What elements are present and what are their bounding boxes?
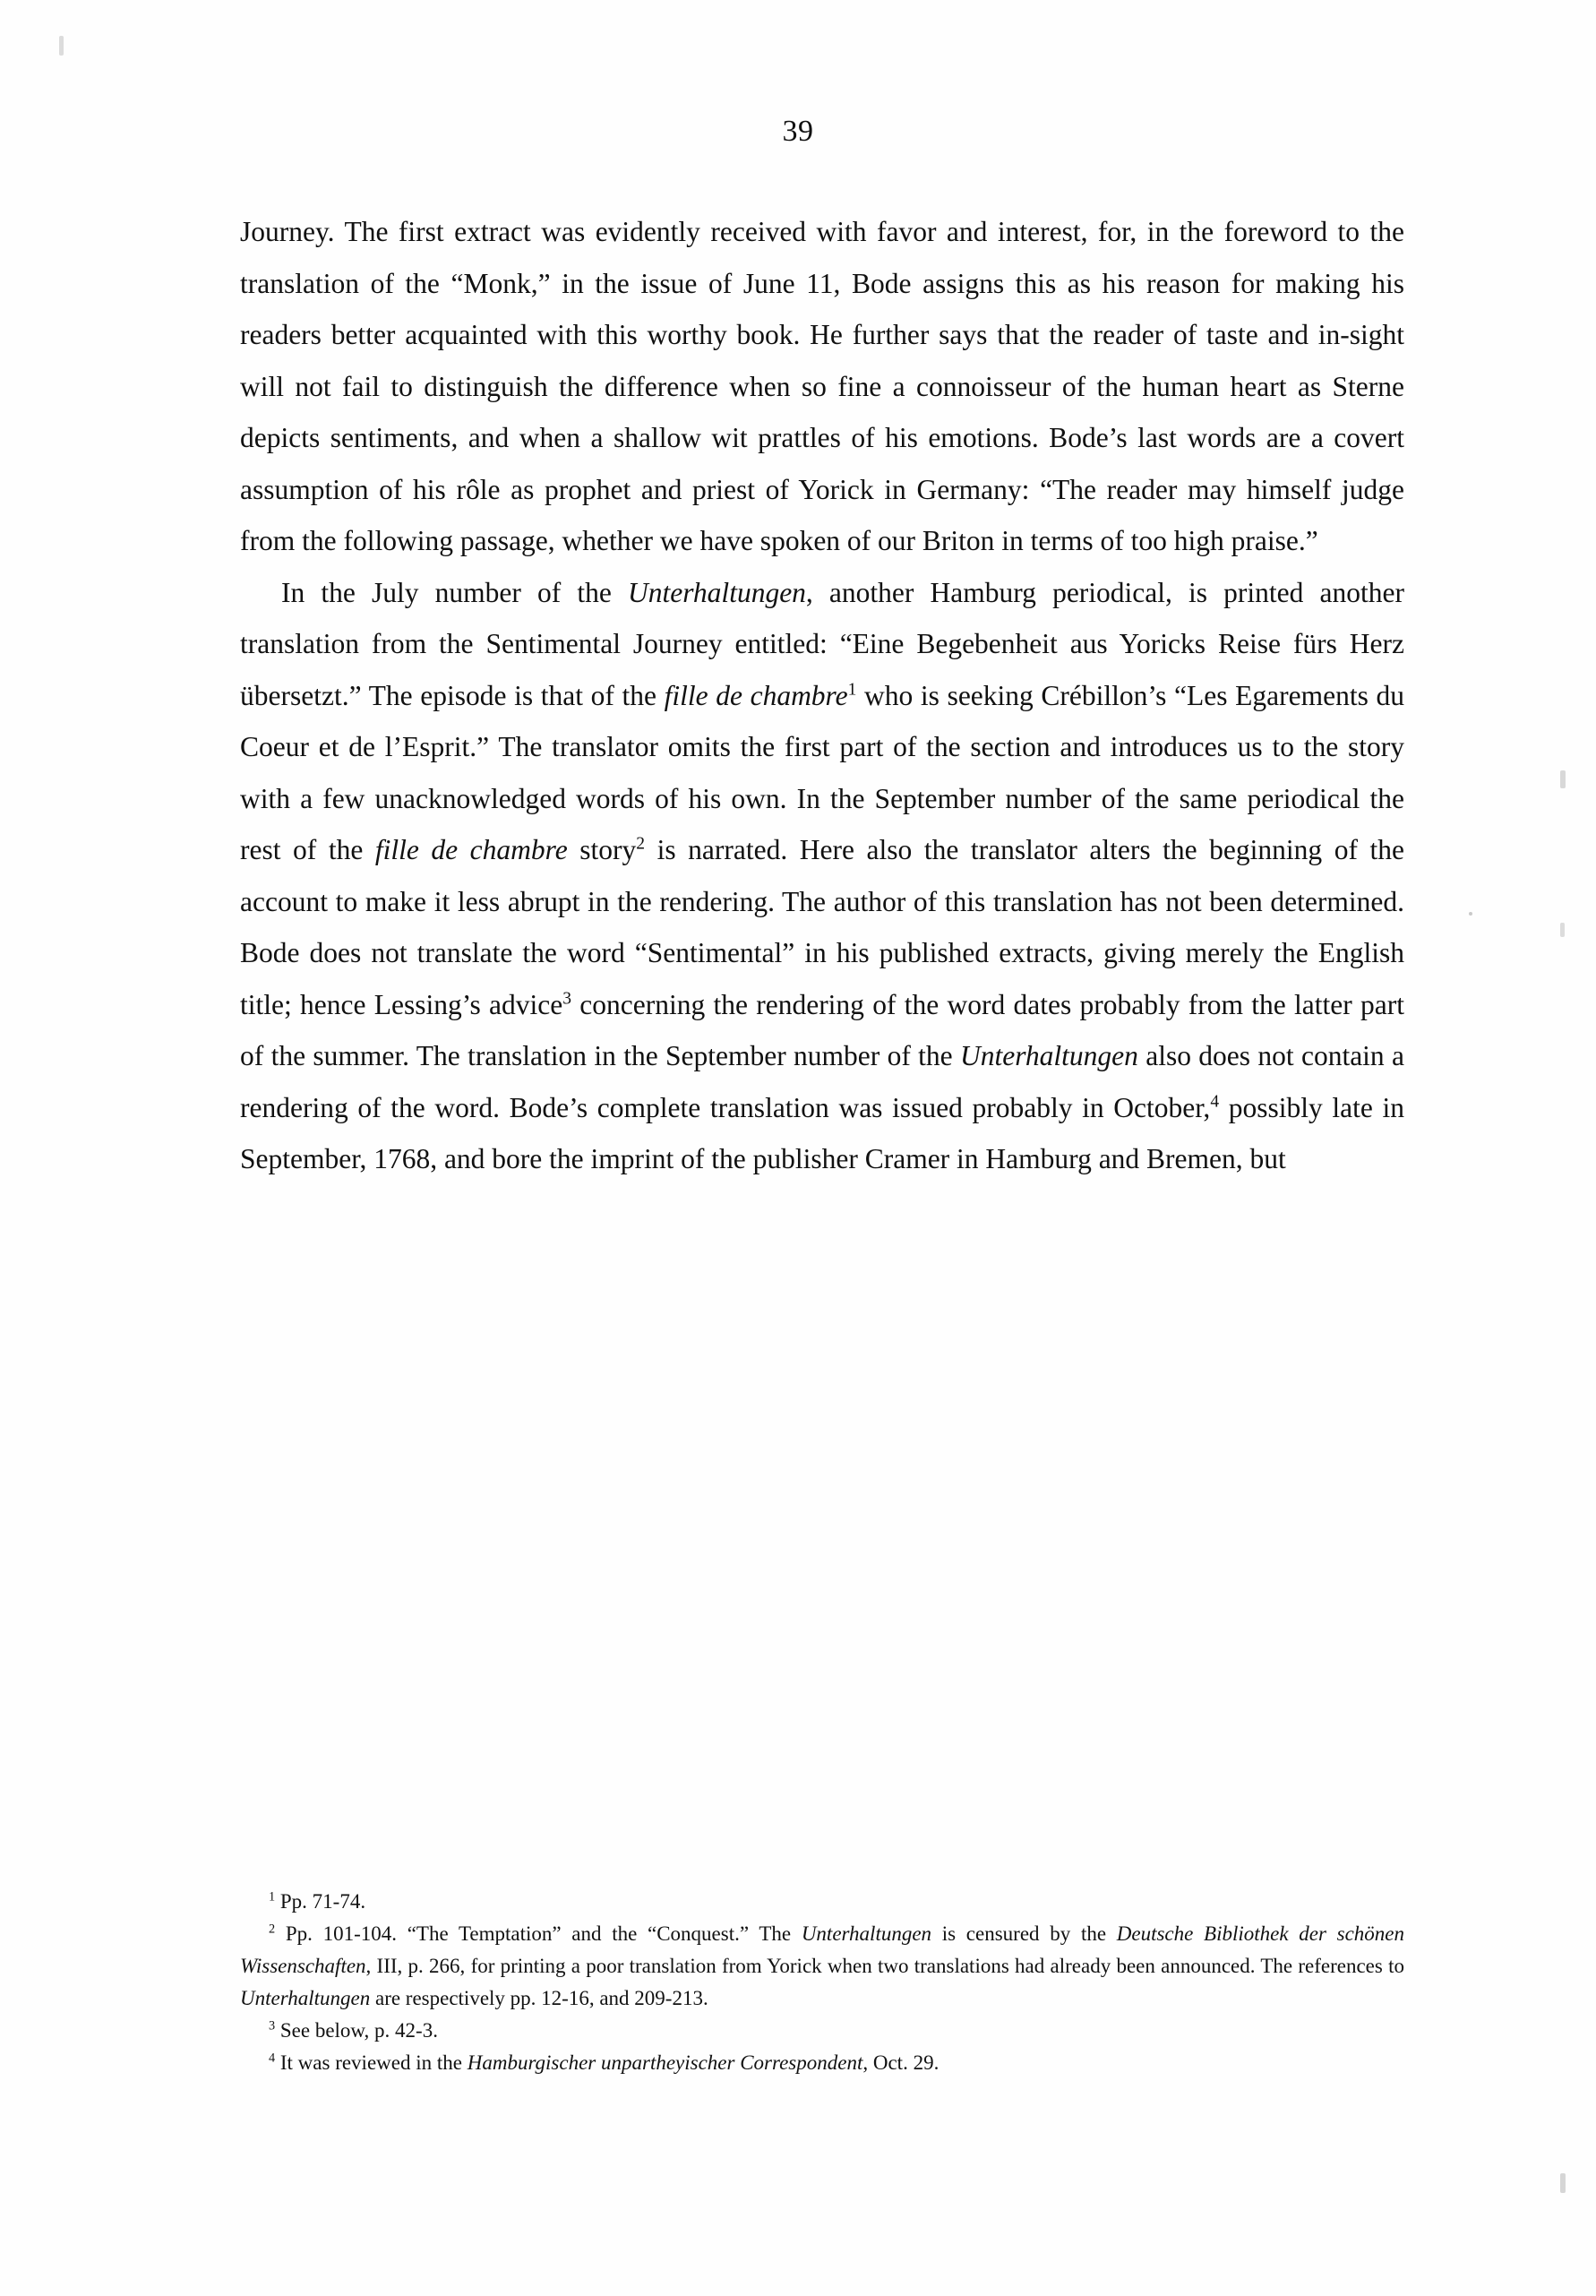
text-run: is censured by the [931,1922,1117,1945]
scan-artifact-speck [59,36,64,56]
text-run: Pp. 101-104. “The Temptation” and the “Conquest.” The [275,1922,802,1945]
italic-text: Unterhaltungen [801,1922,932,1945]
scan-artifact-speck [1560,770,1566,788]
body-text [240,206,1404,1185]
footnote-marker: 2 [269,1922,276,1937]
scan-artifact-speck [1560,923,1565,937]
text-run: See below, p. 42-3. [275,2019,438,2042]
paragraph [240,206,1404,567]
italic-text: Unterhaltungen [960,1040,1138,1071]
text-run: concerning the rendering of the word dates probably from the latter part of the summer. The translation in the September number of the [240,988,1404,1071]
scan-artifact-speck [1560,2173,1566,2193]
footnote-marker: 4 [269,2051,276,2066]
paragraph [240,567,1404,1185]
page-number: 39 [782,115,814,148]
footnote-reference: 2 [636,834,646,854]
footnote-block [240,1886,1404,2079]
italic-text: Unterhaltungen [628,576,806,608]
text-run: It was reviewed in the [275,2051,468,2074]
footnote-marker: 3 [269,2018,276,2034]
text-run: who is seeking Crébillon’s “Les Egarements du Coeur et de l’Esprit.” The translator omits the first part of the section and introduces us to the story with a few unacknowledged words of his own. In the September number of the same periodical the rest of the [240,679,1404,865]
text-run: possibly late in September, 1768, and bore the imprint of the publisher Cramer in Hamburg and Bremen, but [240,1091,1404,1174]
text-run: , Oct. 29. [862,2051,940,2074]
text-run: are respectively pp. 12-16, and 209-213. [370,1987,708,2009]
text-run: Journey. The first extract was evidently received with favor and interest, for, in the foreword to the translation of the “Monk,” in the issue of June 11, Bode assigns this as his reason for making his readers better acquainted with this worthy book. He further says that the reader of taste and in-sight will not fail to distinguish the difference when so fine a connoisseur of the human heart as Sterne depicts sentiments, and when a shallow wit prattles of his emotions. Bode’s last words are a covert assumption of his rôle as prophet and priest of Yorick in Germany: “The reader may himself judge from the following passage, whether we have spoken of our Briton in terms of too high praise.” [240,216,1404,556]
italic-text: fille de chambre [374,834,568,865]
text-run: , another Hamburg periodical, is printed another translation from the Sentimental Journey entitled: “Eine Begebenheit aus Yoricks Reise fürs Herz übersetzt.” The episode is that of the [240,576,1404,711]
footnote [240,1886,1404,1918]
footnote-marker: 1 [269,1889,276,1905]
text-run: is narrated. Here also the translator alters the beginning of the account to make it less abrupt in the rendering. The author of this translation has not been determined. Bode does not translate the word “Sentimental” in his published extracts, giving merely the English title; hence Lessing’s advice [240,834,1404,1020]
footnote-reference: 4 [1210,1092,1220,1111]
text-run: also does not contain a rendering of the word. Bode’s complete translation was issued probably in October, [240,1040,1404,1123]
scan-artifact-speck [1469,912,1472,916]
italic-text: fille de chambre [664,679,848,711]
italic-text: Hamburgischer unpartheyischer Correspondent [467,2051,863,2074]
text-run: In the July number of the [281,576,629,608]
text-run: , III, p. 266, for printing a poor translation from Yorick when two translations had already been announced. The references to [365,1955,1404,1977]
italic-text: Unterhaltungen [240,1987,371,2009]
text-run: story [567,834,637,865]
footnote [240,1918,1404,2015]
italic-text: Deutsche Bibliothek der schönen Wissenschaften [240,1922,1404,1977]
footnote-reference: 3 [562,989,571,1008]
footnote-reference: 1 [847,680,857,699]
text-run: Pp. 71-74. [275,1890,366,1913]
footnote [240,2047,1404,2079]
footnote [240,2015,1404,2047]
